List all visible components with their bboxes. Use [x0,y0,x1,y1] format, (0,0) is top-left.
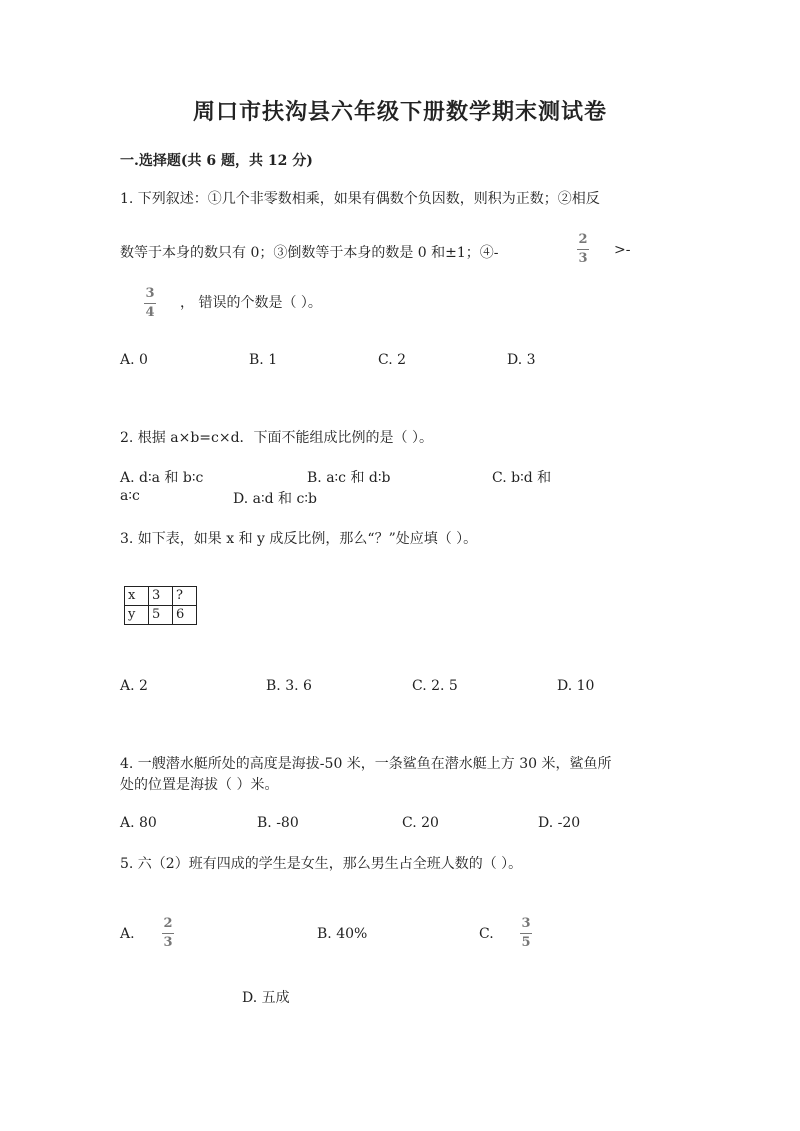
table-cell: y [125,606,149,625]
table-row [125,587,197,606]
q1-option-d[interactable]: D. 3 [507,352,536,368]
q1-fraction-1 [576,232,590,266]
q2-option-c-continued: a∶c [120,488,140,504]
q4-option-b[interactable]: B. -80 [257,815,299,831]
q3-option-c[interactable]: C. 2. 5 [412,678,458,694]
q1-option-a[interactable]: A. 0 [120,352,148,368]
xy-table [124,586,197,625]
q3-option-b[interactable]: B. 3. 6 [266,678,312,694]
q4-option-d[interactable]: D. -20 [538,815,581,831]
q3-stem: 3. 如下表，如果 x 和 y 成反比例，那么“？”处应填（ ）。 [120,531,478,547]
q2-option-d[interactable]: D. a∶d 和 c∶b [233,491,317,507]
table-cell: ? [173,587,197,606]
q2-option-a[interactable]: A. d∶a 和 b∶c [120,470,204,486]
fraction-bar [162,933,174,934]
q5-option-d[interactable]: D. 五成 [242,990,290,1006]
q1-frac1-numerator: 2 [578,232,588,247]
fraction-bar [577,249,589,250]
q4-line1: 4. 一艘潜水艇所处的高度是海拔-50 米，一条鲨鱼在潜水艇上方 30 米，鲨鱼所 [120,756,612,772]
fraction-bar [520,933,532,934]
q5-option-c[interactable]: C. [479,926,494,942]
q1-frac2-numerator: 3 [145,286,155,301]
q1-option-b[interactable]: B. 1 [249,352,278,368]
q4-line2: 处的位置是海拔（ ）米。 [120,777,279,793]
q1-greater-than: >- [614,242,631,258]
table-row [125,606,197,625]
q5-option-a[interactable]: A. [120,926,135,942]
q3-option-d[interactable]: D. 10 [557,678,595,694]
q1-line3: ， 错误的个数是（ ）。 [180,295,322,311]
q5-fracA-denominator: 3 [163,935,173,950]
table-cell: 5 [149,606,173,625]
table-cell: 6 [173,606,197,625]
q1-line2: 数等于本身的数只有 0；③倒数等于本身的数是 0 和±1；④- [120,245,499,261]
q5-fracA-numerator: 2 [163,916,173,931]
q1-frac2-denominator: 4 [145,305,155,320]
q5-fracC-numerator: 3 [521,916,531,931]
q4-option-a[interactable]: A. 80 [120,815,157,831]
table-cell: x [125,587,149,606]
section-heading: 一.选择题(共 6 题，共 12 分) [120,153,313,169]
q2-option-b[interactable]: B. a∶c 和 d∶b [307,470,391,486]
q1-option-c[interactable]: C. 2 [378,352,407,368]
q1-line1: 1. 下列叙述：①几个非零数相乘，如果有偶数个负因数，则积为正数；②相反 [120,191,600,207]
q5-fraction-c [519,916,533,950]
table-cell: 3 [149,587,173,606]
q2-stem: 2. 根据 a×b=c×d．下面不能组成比例的是（ ）。 [120,430,434,446]
fraction-bar [144,303,156,304]
q5-option-b[interactable]: B. 40% [317,926,368,942]
q5-fraction-a [161,916,175,950]
q5-stem: 5. 六（2）班有四成的学生是女生，那么男生占全班人数的（ ）。 [120,856,523,872]
q5-fracC-denominator: 5 [521,935,531,950]
q4-option-c[interactable]: C. 20 [402,815,439,831]
page-title: 周口市扶沟县六年级下册数学期末测试卷 [192,99,607,125]
q2-option-c[interactable]: C. b∶d 和 [492,470,552,486]
q1-frac1-denominator: 3 [578,251,588,266]
q1-fraction-2 [143,286,157,320]
q3-option-a[interactable]: A. 2 [120,678,148,694]
